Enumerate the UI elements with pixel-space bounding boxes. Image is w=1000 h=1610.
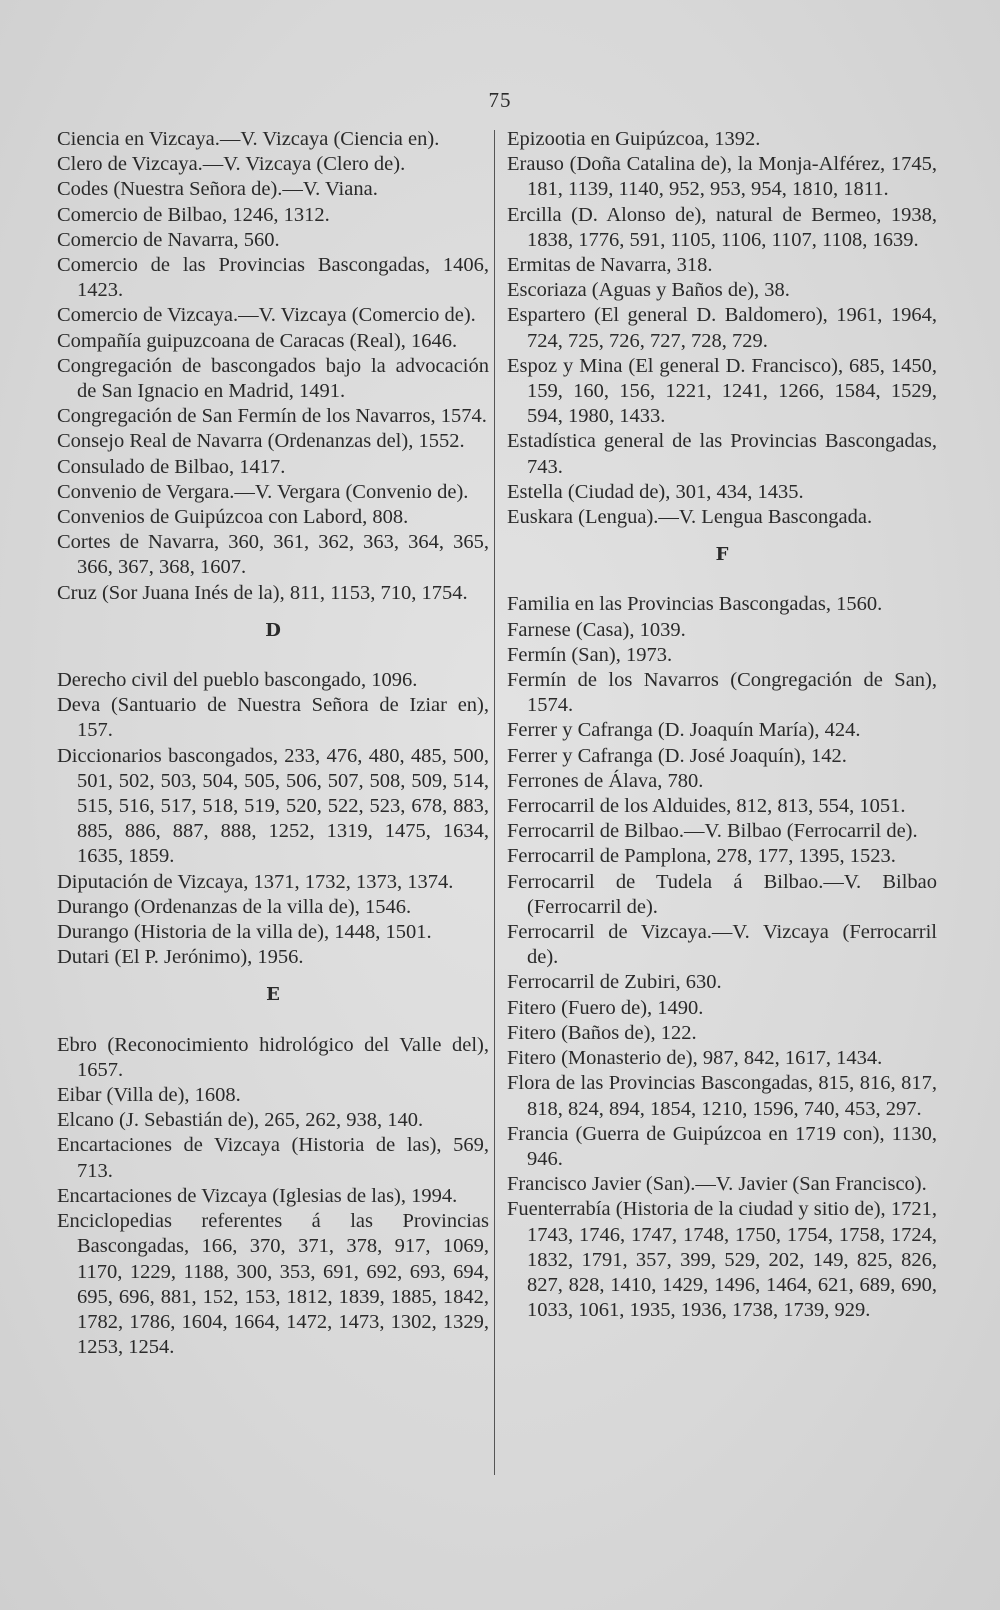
entries-e (57, 1033, 489, 1361)
index-entry: Fermín (San), 1973. (507, 643, 673, 666)
entries-d (57, 668, 489, 970)
section-heading-d: D (265, 619, 281, 641)
index-entry: Francisco Javier (San).—V. Javier (San Francisco). (507, 1173, 927, 1196)
index-entry: Convenio de Vergara.—V. Vergara (Convenio de). (57, 480, 469, 503)
index-entry: Clero de Vizcaya.—V. Vizcaya (Clero de). (57, 153, 406, 176)
left-column (57, 127, 489, 1360)
index-entry: Consejo Real de Navarra (Ordenanzas del), 1552. (57, 430, 465, 453)
entries-e-continued (507, 127, 937, 530)
index-entry: Ferrer y Cafranga (D. José Joaquín), 142. (507, 744, 847, 767)
index-entry: Cruz (Sor Juana Inés de la), 811, 1153, 710, 1754. (57, 581, 468, 604)
index-entry: Francia (Guerra de Guipúzcoa en 1719 con), 1130, 946. (507, 1122, 937, 1170)
index-entry: Derecho civil del pueblo bascongado, 1096. (57, 669, 418, 692)
index-entry: Espoz y Mina (El general D. Francisco), 685, 1450, 159, 160, 156, 1221, 1241, 1266, 1584, 1529, 594, 1980, 1433. (507, 354, 937, 428)
index-entry: Fermín de los Navarros (Congregación de San), 1574. (507, 669, 937, 717)
index-entry: Elcano (J. Sebastián de), 265, 262, 938, 140. (57, 1109, 424, 1132)
index-entry: Convenios de Guipúzcoa con Labord, 808. (57, 506, 409, 529)
index-entry: Estella (Ciudad de), 301, 434, 1435. (507, 480, 804, 503)
index-entry: Diputación de Vizcaya, 1371, 1732, 1373, 1374. (57, 870, 454, 893)
index-entry: Ferrones de Álava, 780. (507, 769, 704, 792)
index-entry: Ferrocarril de Vizcaya.—V. Vizcaya (Ferrocarril de). (507, 921, 937, 969)
index-entry: Cortes de Navarra, 360, 361, 362, 363, 364, 365, 366, 367, 368, 1607. (57, 531, 489, 579)
right-column (507, 127, 937, 1323)
index-entry: Consulado de Bilbao, 1417. (57, 455, 286, 478)
index-entry: Comercio de Navarra, 560. (57, 228, 280, 251)
index-entry: Compañía guipuzcoana de Caracas (Real), 1646. (57, 329, 458, 352)
index-entry: Escoriaza (Aguas y Baños de), 38. (507, 279, 790, 302)
index-entry: Congregación de bascongados bajo la advocación de San Ignacio en Madrid, 1491. (57, 354, 489, 403)
index-entry: Ferrocarril de Bilbao.—V. Bilbao (Ferrocarril de). (507, 820, 918, 843)
index-entry: Encartaciones de Vizcaya (Iglesias de las), 1994. (57, 1184, 458, 1207)
index-entry: Eibar (Villa de), 1608. (57, 1084, 241, 1107)
index-entry: Enciclopedias referentes á las Provincias Bascongadas, 166, 370, 371, 378, 917, 1069, 1170, 1229, 1188, 300, 353, 691, 692, 693, 694, 695, 696, 881, 152, 153, 1812, 1839, 1885, 1842, 1782, 1786, 1604, 1664, 1472, 1473, 1302, 1329, 1253, 1254. (57, 1210, 489, 1359)
index-entry: Fitero (Monasterio de), 987, 842, 1617, 1434. (507, 1047, 883, 1070)
index-entry: Congregación de San Fermín de los Navarros, 1574. (57, 405, 487, 428)
entries-c-continued (57, 127, 489, 606)
section-heading-e: E (266, 984, 280, 1006)
index-entry: Fitero (Fuero de), 1490. (507, 996, 704, 1019)
index-entry: Euskara (Lengua).—V. Lengua Bascongada. (507, 506, 873, 529)
index-entry: Encartaciones de Vizcaya (Historia de las), 569, 713. (57, 1134, 489, 1182)
index-entry: Ferrocarril de Tudela á Bilbao.—V. Bilbao (Ferrocarril de). (507, 870, 937, 918)
index-entry: Ferrocarril de Zubiri, 630. (507, 971, 722, 994)
index-entry: Espartero (El general D. Baldomero), 1961, 1964, 724, 725, 726, 727, 728, 729. (507, 304, 937, 352)
index-entry: Ermitas de Navarra, 318. (507, 254, 713, 277)
index-entry: Codes (Nuestra Señora de).—V. Viana. (57, 178, 378, 201)
entries-f (507, 592, 937, 1323)
index-entry: Comercio de Vizcaya.—V. Vizcaya (Comercio de). (57, 304, 476, 327)
column-divider (494, 130, 495, 1475)
page-number: 75 (488, 88, 512, 112)
index-entry: Durango (Ordenanzas de la villa de), 1546. (57, 895, 412, 918)
index-entry: Ebro (Reconocimiento hidrológico del Valle del), 1657. (57, 1033, 489, 1081)
index-entry: Comercio de las Provincias Bascongadas, 1406, 1423. (57, 254, 489, 302)
index-entry: Diccionarios bascongados, 233, 476, 480, 485, 500, 501, 502, 503, 504, 505, 506, 507, 508, 509, 514, 515, 516, 517, 518, 519, 520, 522, 523, 678, 883, 885, 886, 887, 888, 1252, 1319, 1475, 1634, 1635, 1859. (57, 744, 489, 868)
index-entry: Erauso (Doña Catalina de), la Monja-Alférez, 1745, 181, 1139, 1140, 952, 953, 954, 1810, 1811. (507, 153, 937, 201)
index-entry: Deva (Santuario de Nuestra Señora de Iziar en), 157. (57, 694, 489, 742)
index-entry: Ferrocarril de Pamplona, 278, 177, 1395, 1523. (507, 845, 896, 868)
index-entry: Farnese (Casa), 1039. (507, 618, 686, 641)
index-entry: Ferrocarril de los Alduides, 812, 813, 554, 1051. (507, 795, 906, 818)
index-entry: Estadística general de las Provincias Bascongadas, 743. (507, 430, 937, 478)
index-entry: Ferrer y Cafranga (D. Joaquín María), 424. (507, 719, 861, 742)
index-entry: Familia en las Provincias Bascongadas, 1560. (507, 593, 883, 616)
index-entry: Fitero (Baños de), 122. (507, 1021, 697, 1044)
index-entry: Fuenterrabía (Historia de la ciudad y sitio de), 1721, 1743, 1746, 1747, 1748, 1750, 1754, 1758, 1724, 1832, 1791, 357, 399, 529, 202, 149, 825, 826, 827, 828, 1410, 1429, 1496, 1464, 621, 689, 690, 1033, 1061, 1935, 1936, 1738, 1739, 929. (507, 1198, 937, 1322)
index-entry: Comercio de Bilbao, 1246, 1312. (57, 203, 330, 226)
index-entry: Epizootia en Guipúzcoa, 1392. (507, 128, 761, 150)
index-entry: Ciencia en Vizcaya.—V. Vizcaya (Ciencia en). (57, 128, 440, 150)
index-entry: Ercilla (D. Alonso de), natural de Bermeo, 1938, 1838, 1776, 591, 1105, 1106, 1107, 1108, 1639. (507, 203, 937, 251)
index-entry: Dutari (El P. Jerónimo), 1956. (57, 946, 304, 969)
index-entry: Durango (Historia de la villa de), 1448, 1501. (57, 921, 432, 944)
section-heading-f: F (715, 544, 729, 566)
index-entry: Flora de las Provincias Bascongadas, 815, 816, 817, 818, 824, 894, 1854, 1210, 1596, 740, 453, 297. (507, 1072, 937, 1120)
